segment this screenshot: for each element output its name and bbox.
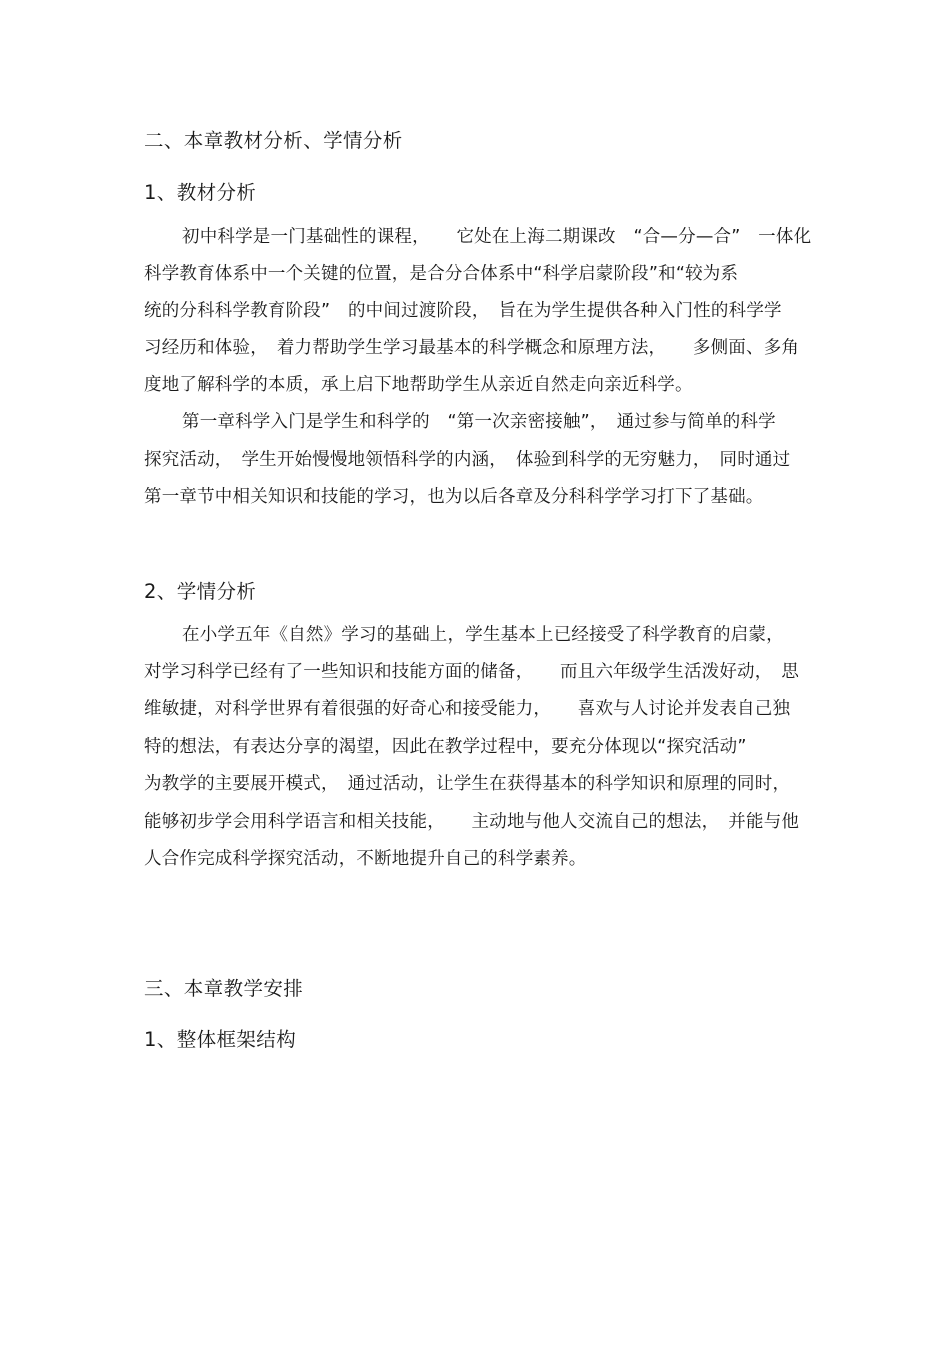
subsection-heading: 1、整体框架结构 <box>144 1028 297 1051</box>
paragraph-line: 探究活动， 学生开始慢慢地领悟科学的内涵， 体验到科学的无穷魅力， 同时通过 <box>144 450 791 470</box>
paragraph-line: 在小学五年《自然》学习的基础上，学生基本上已经接受了科学教育的启蒙， <box>182 625 784 645</box>
paragraph-line: 统的分科科学教育阶段” 的中间过渡阶段， 旨在为学生提供各种入门性的科学学 <box>144 301 782 321</box>
subsection-heading: 2、学情分析 <box>144 580 257 603</box>
paragraph-line: 科学教育体系中一个关键的位置，是合分合体系中“科学启蒙阶段”和“较为系 <box>144 264 739 284</box>
paragraph-line: 维敏捷，对科学世界有着很强的好奇心和接受能力， 喜欢与人讨论并发表自己独 <box>144 699 791 719</box>
paragraph-line: 第一章节中相关知识和技能的学习，也为以后各章及分科科学学习打下了基础。 <box>144 487 764 507</box>
paragraph-line: 第一章科学入门是学生和科学的 “第一次亲密接触”， 通过参与简单的科学 <box>182 412 776 432</box>
paragraph-line: 人合作完成科学探究活动，不断地提升自己的科学素养。 <box>144 849 587 869</box>
subsection-heading: 1、教材分析 <box>144 181 257 204</box>
paragraph-line: 能够初步学会用科学语言和相关技能， 主动地与他人交流自己的想法， 并能与他 <box>144 812 800 832</box>
section-heading: 二、本章教材分析、学情分析 <box>144 129 403 152</box>
paragraph-line: 初中科学是一门基础性的课程， 它处在上海二期课改 “合—分—合” 一体化 <box>182 227 812 247</box>
paragraph-line: 特的想法，有表达分享的渴望，因此在教学过程中，要充分体现以“探究活动” <box>144 737 747 757</box>
paragraph-line: 习经历和体验， 着力帮助学生学习最基本的科学概念和原理方法， 多侧面、多角 <box>144 338 800 358</box>
paragraph-line: 为教学的主要展开模式， 通过活动，让学生在获得基本的科学知识和原理的同时， <box>144 774 791 794</box>
paragraph-line: 对学习科学已经有了一些知识和技能方面的储备， 而且六年级学生活泼好动， 思 <box>144 662 800 682</box>
paragraph-line: 度地了解科学的本质，承上启下地帮助学生从亲近自然走向亲近科学。 <box>144 375 693 395</box>
section-heading: 三、本章教学安排 <box>144 977 304 1000</box>
